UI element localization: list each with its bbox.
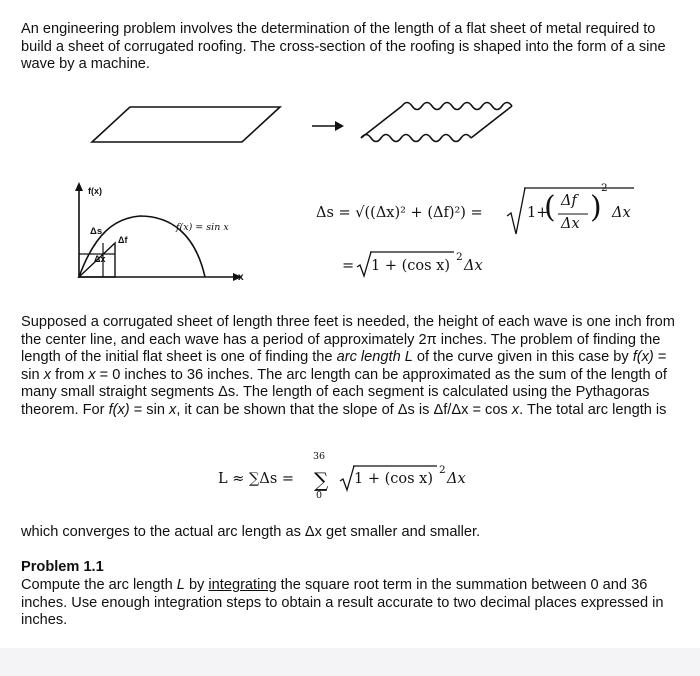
graph-dx-label: Δx xyxy=(94,254,106,264)
graph-ds-label: Δs xyxy=(90,226,103,237)
eq1-vinculum xyxy=(524,187,634,189)
graph-x-label: x xyxy=(238,272,244,283)
eq1-frac-bar xyxy=(558,213,588,215)
eq1-radical xyxy=(506,186,526,238)
sheet-illustration xyxy=(0,80,700,160)
sum-tail: Δx xyxy=(447,471,466,487)
problem-title: Problem 1.1 xyxy=(21,559,104,575)
converges-line: which converges to the actual arc length as Δx get smaller and smaller. xyxy=(21,524,481,540)
sum-lower: 0 xyxy=(316,490,323,501)
eq2-tail: Δx xyxy=(464,258,483,274)
eq1-tail: Δx xyxy=(612,205,631,221)
eq1-exp: 2 xyxy=(601,182,608,194)
sum-sigma: ∑ xyxy=(314,468,329,492)
sum-radical xyxy=(339,464,355,492)
eq2-body: 1 + (cos x) xyxy=(371,258,450,274)
graph-df-label: Δf xyxy=(118,235,128,245)
eq2-radical xyxy=(356,250,372,278)
sum-body: 1 + (cos x) xyxy=(354,471,433,487)
sum-lhs: L ≈ ∑Δs = xyxy=(218,471,295,487)
transform-arrow xyxy=(312,121,344,131)
sum-vinculum xyxy=(353,465,437,467)
intro-paragraph: An engineering problem involves the determination of the length of a flat sheet of metal required to build a sheet of corrugated roofing. The cross-section of the roofing is shaped into the form of a sine wave by a machine. xyxy=(21,21,666,73)
flat-sheet xyxy=(92,107,280,142)
graph-curve-label: f(x) = sin x xyxy=(176,222,229,233)
arc-length-paragraph: Supposed a corrugated sheet of length three feet is needed, the height of each wave is one inch from the center line, and each wave has a period of approximately 2π inches. The problem of finding the length of the initial flat sheet is one of finding the arc length L of the curve given in this case by f(x) = sin x from x = 0 inches to 36 inches. The arc length can be approximated as the sum of the length of many small straight segments Δs. The length of each segment is calculated using the Pythagoras theorem. For f(x) = sin x, it can be shown that the slope of Δs is Δf/Δx = cos x. The total arc length is xyxy=(21,314,675,418)
graph-y-label: f(x) xyxy=(88,186,102,196)
eq1-frac-num: Δf xyxy=(561,193,577,209)
sum-upper: 36 xyxy=(313,451,326,462)
corrugated-sheet xyxy=(361,103,512,142)
problem-text: Compute the arc length L by integrating the square root term in the summation between 0 and 36 inches. Use enough integration steps to obtain a result accurate to two decimal places expressed in inches. xyxy=(21,577,664,629)
eq1-frac-den: Δx xyxy=(561,216,580,232)
integrating-link[interactable]: integrating xyxy=(208,577,277,593)
eq1-rparen: ) xyxy=(590,190,602,225)
eq2-exp: 2 xyxy=(456,251,463,263)
eq1-one: 1+ xyxy=(527,205,549,221)
eq2-eq: = xyxy=(342,258,355,274)
bottom-bar xyxy=(0,648,700,676)
eq1-lhs: Δs = √((Δx)² + (Δf)²) = xyxy=(316,205,483,221)
eq2-vinculum xyxy=(370,251,454,253)
eq1-lparen: ( xyxy=(544,190,556,225)
sum-exp: 2 xyxy=(439,464,446,476)
